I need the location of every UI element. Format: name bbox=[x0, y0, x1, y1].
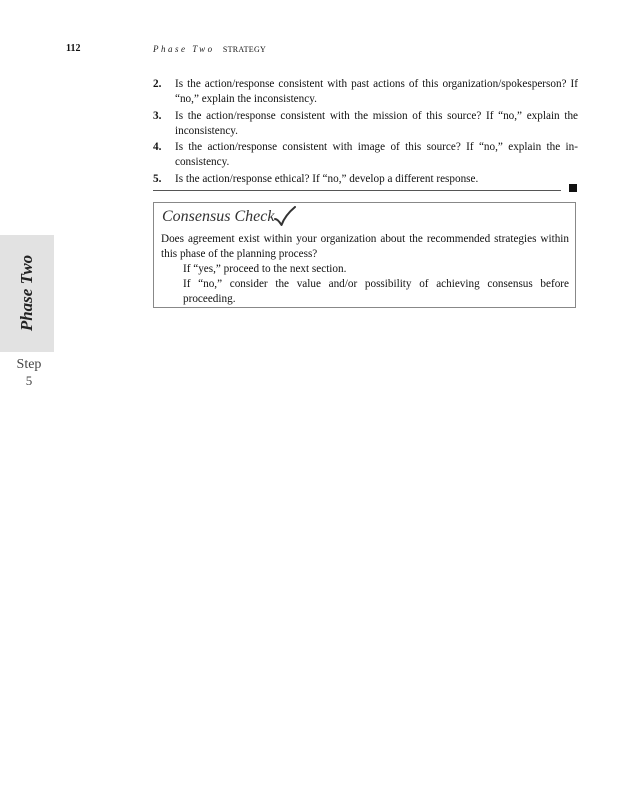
phase-side-tab bbox=[0, 235, 54, 352]
checklist-item-number: 3. bbox=[153, 109, 162, 122]
checklist-item-number: 4. bbox=[153, 141, 162, 153]
consensus-check-body bbox=[161, 232, 569, 307]
consensus-question: Does agreement exist within your organization about the recommended strategies within this phase of the planning process? bbox=[161, 233, 569, 260]
checklist-item-number: 5. bbox=[153, 172, 162, 185]
checklist-item-number: 2. bbox=[153, 78, 162, 90]
running-head-section: STRATEGY bbox=[222, 45, 267, 54]
end-of-section-mark bbox=[569, 184, 577, 192]
checkmark-icon bbox=[273, 206, 297, 228]
checklist-item bbox=[153, 140, 578, 170]
page-number: 112 bbox=[66, 43, 81, 54]
running-head bbox=[153, 44, 266, 54]
checklist-item-text: Is the action/response consistent with image of this source? If “no,” explain the inconsistency. bbox=[175, 141, 578, 168]
checklist bbox=[153, 77, 578, 188]
side-tab-label: Phase Two bbox=[17, 254, 36, 332]
checklist-item-text: Is the action/response consistent with the mission of this source? If “no,” explain the inconsistency. bbox=[175, 109, 578, 137]
checklist-item bbox=[153, 77, 578, 107]
consensus-check-heading bbox=[161, 206, 569, 228]
checklist-item-text: Is the action/response consistent with past actions of this organization/spokesperson? If “no,” explain the inconsistency. bbox=[175, 78, 578, 105]
consensus-option-no: If “no,” consider the value and/or possibility of achieving consensus before proceeding. bbox=[183, 278, 569, 305]
step-label: Step bbox=[16, 357, 42, 372]
checklist-item bbox=[153, 109, 578, 139]
section-divider bbox=[153, 190, 561, 191]
step-number: 5 bbox=[25, 373, 33, 388]
consensus-option-yes: If “yes,” proceed to the next section. bbox=[183, 263, 347, 275]
checklist-item-text: Is the action/response ethical? If “no,” develop a different response. bbox=[175, 172, 479, 185]
running-head-phase: Phase Two bbox=[153, 44, 215, 54]
consensus-check-box bbox=[153, 202, 576, 308]
checklist-item bbox=[153, 172, 578, 187]
consensus-check-title: Consensus Check bbox=[162, 208, 275, 225]
